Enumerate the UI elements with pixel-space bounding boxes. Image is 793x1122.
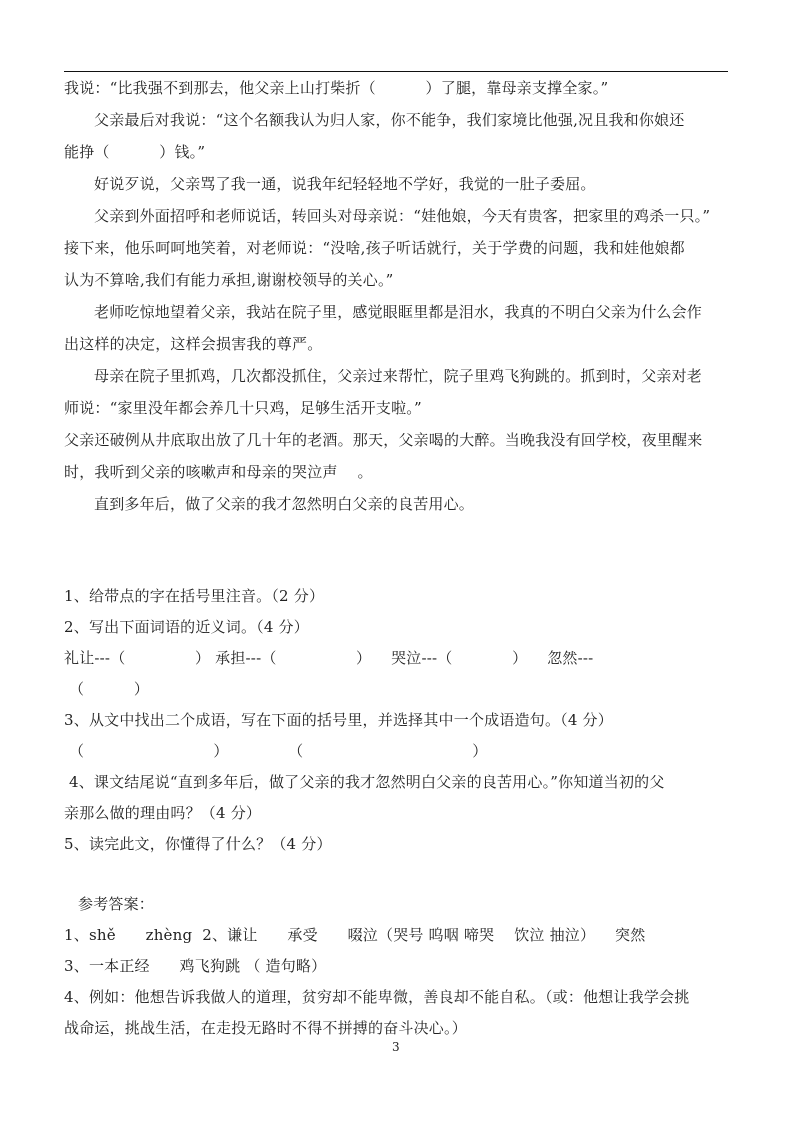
header-rule bbox=[64, 71, 728, 72]
question-3: 3、从文中找出二个成语，写在下面的括号里，并选择其中一个成语造句。（4 分） bbox=[64, 711, 613, 729]
question-2: 2、写出下面词语的近义词。（4 分） bbox=[64, 618, 309, 636]
story-line: 我说：“比我强不到那去，他父亲上山打柴折（ ）了腿，靠母亲支撑全家。” bbox=[64, 79, 609, 97]
page-number: 3 bbox=[392, 1040, 400, 1054]
answer-3: 3、一本正经 鸡飞狗跳 （ 造句略） bbox=[64, 957, 327, 975]
story-line: 出这样的决定，这样会损害我的尊严。 bbox=[64, 335, 323, 353]
story-line: 母亲在院子里抓鸡，几次都没抓住，父亲过来帮忙，院子里鸡飞狗跳的。抓到时，父亲对老 bbox=[94, 367, 703, 385]
story-line: 时，我听到父亲的咳嗽声和母亲的哭泣声 。 bbox=[64, 463, 373, 481]
story-line: 直到多年后，做了父亲的我才忽然明白父亲的良苦用心。 bbox=[94, 495, 475, 513]
story-line: 师说：“家里没年都会养几十只鸡，足够生活开支啦。” bbox=[64, 399, 422, 417]
question-4-line1: 4、课文结尾说“直到多年后，做了父亲的我才忽然明白父亲的良苦用心。”你知道当初的父 bbox=[64, 773, 665, 791]
question-1: 1、给带点的字在括号里注音。（2 分） bbox=[64, 587, 325, 605]
story-line: 老师吃惊地望着父亲，我站在院子里，感觉眼眶里都是泪水，我真的不明白父亲为什么会作 bbox=[94, 303, 703, 321]
answers-title: 参考答案： bbox=[78, 895, 155, 913]
question-2-blanks-cont: （ ） bbox=[64, 680, 150, 698]
story-line: 父亲最后对我说：“这个名额我认为归人家，你不能争，我们家境比他强,况且我和你娘还 bbox=[94, 111, 685, 129]
question-4-line2: 亲那么做的理由吗？（4 分） bbox=[64, 804, 262, 822]
answer-4-line2: 战命运，挑战生活，在走投无路时不得不拼搏的奋斗决心。） bbox=[64, 1019, 467, 1037]
answer-4-line1: 4、例如：他想告诉我做人的道理，贫穷却不能卑微，善良却不能自私。（或：他想让我学会挑 bbox=[64, 988, 690, 1006]
question-2-blanks: 礼让---（ ） 承担---（ ） 哭泣---（ ） 忽然--- bbox=[64, 649, 594, 667]
story-line: 父亲到外面招呼和老师说话，转回头对母亲说：“娃他娘，今天有贵客，把家里的鸡杀一只。” bbox=[94, 207, 711, 225]
story-line: 好说歹说，父亲骂了我一通，说我年纪轻轻地不学好，我觉的一肚子委屈。 bbox=[94, 175, 596, 193]
question-3-blanks: （ ） （ ） bbox=[64, 742, 488, 760]
question-5: 5、读完此文，你懂得了什么？（4 分） bbox=[64, 835, 332, 853]
story-line: 接下来，他乐呵呵地笑着，对老师说：“没啥,孩子听话就行，关于学费的问题，我和娃他娘都 bbox=[64, 239, 685, 257]
answer-1-2: 1、shě zhèng 2、谦让 承受 啜泣（哭号 呜咽 啼哭 饮泣 抽泣） 突然 bbox=[64, 926, 646, 944]
story-line: 父亲还破例从井底取出放了几十年的老酒。那天，父亲喝的大醉。当晚我没有回学校，夜里醒来 bbox=[64, 431, 703, 449]
story-line: 能挣（ ）钱。” bbox=[64, 143, 206, 161]
story-line: 认为不算啥,我们有能力承担,谢谢校领导的关心。” bbox=[64, 271, 394, 289]
